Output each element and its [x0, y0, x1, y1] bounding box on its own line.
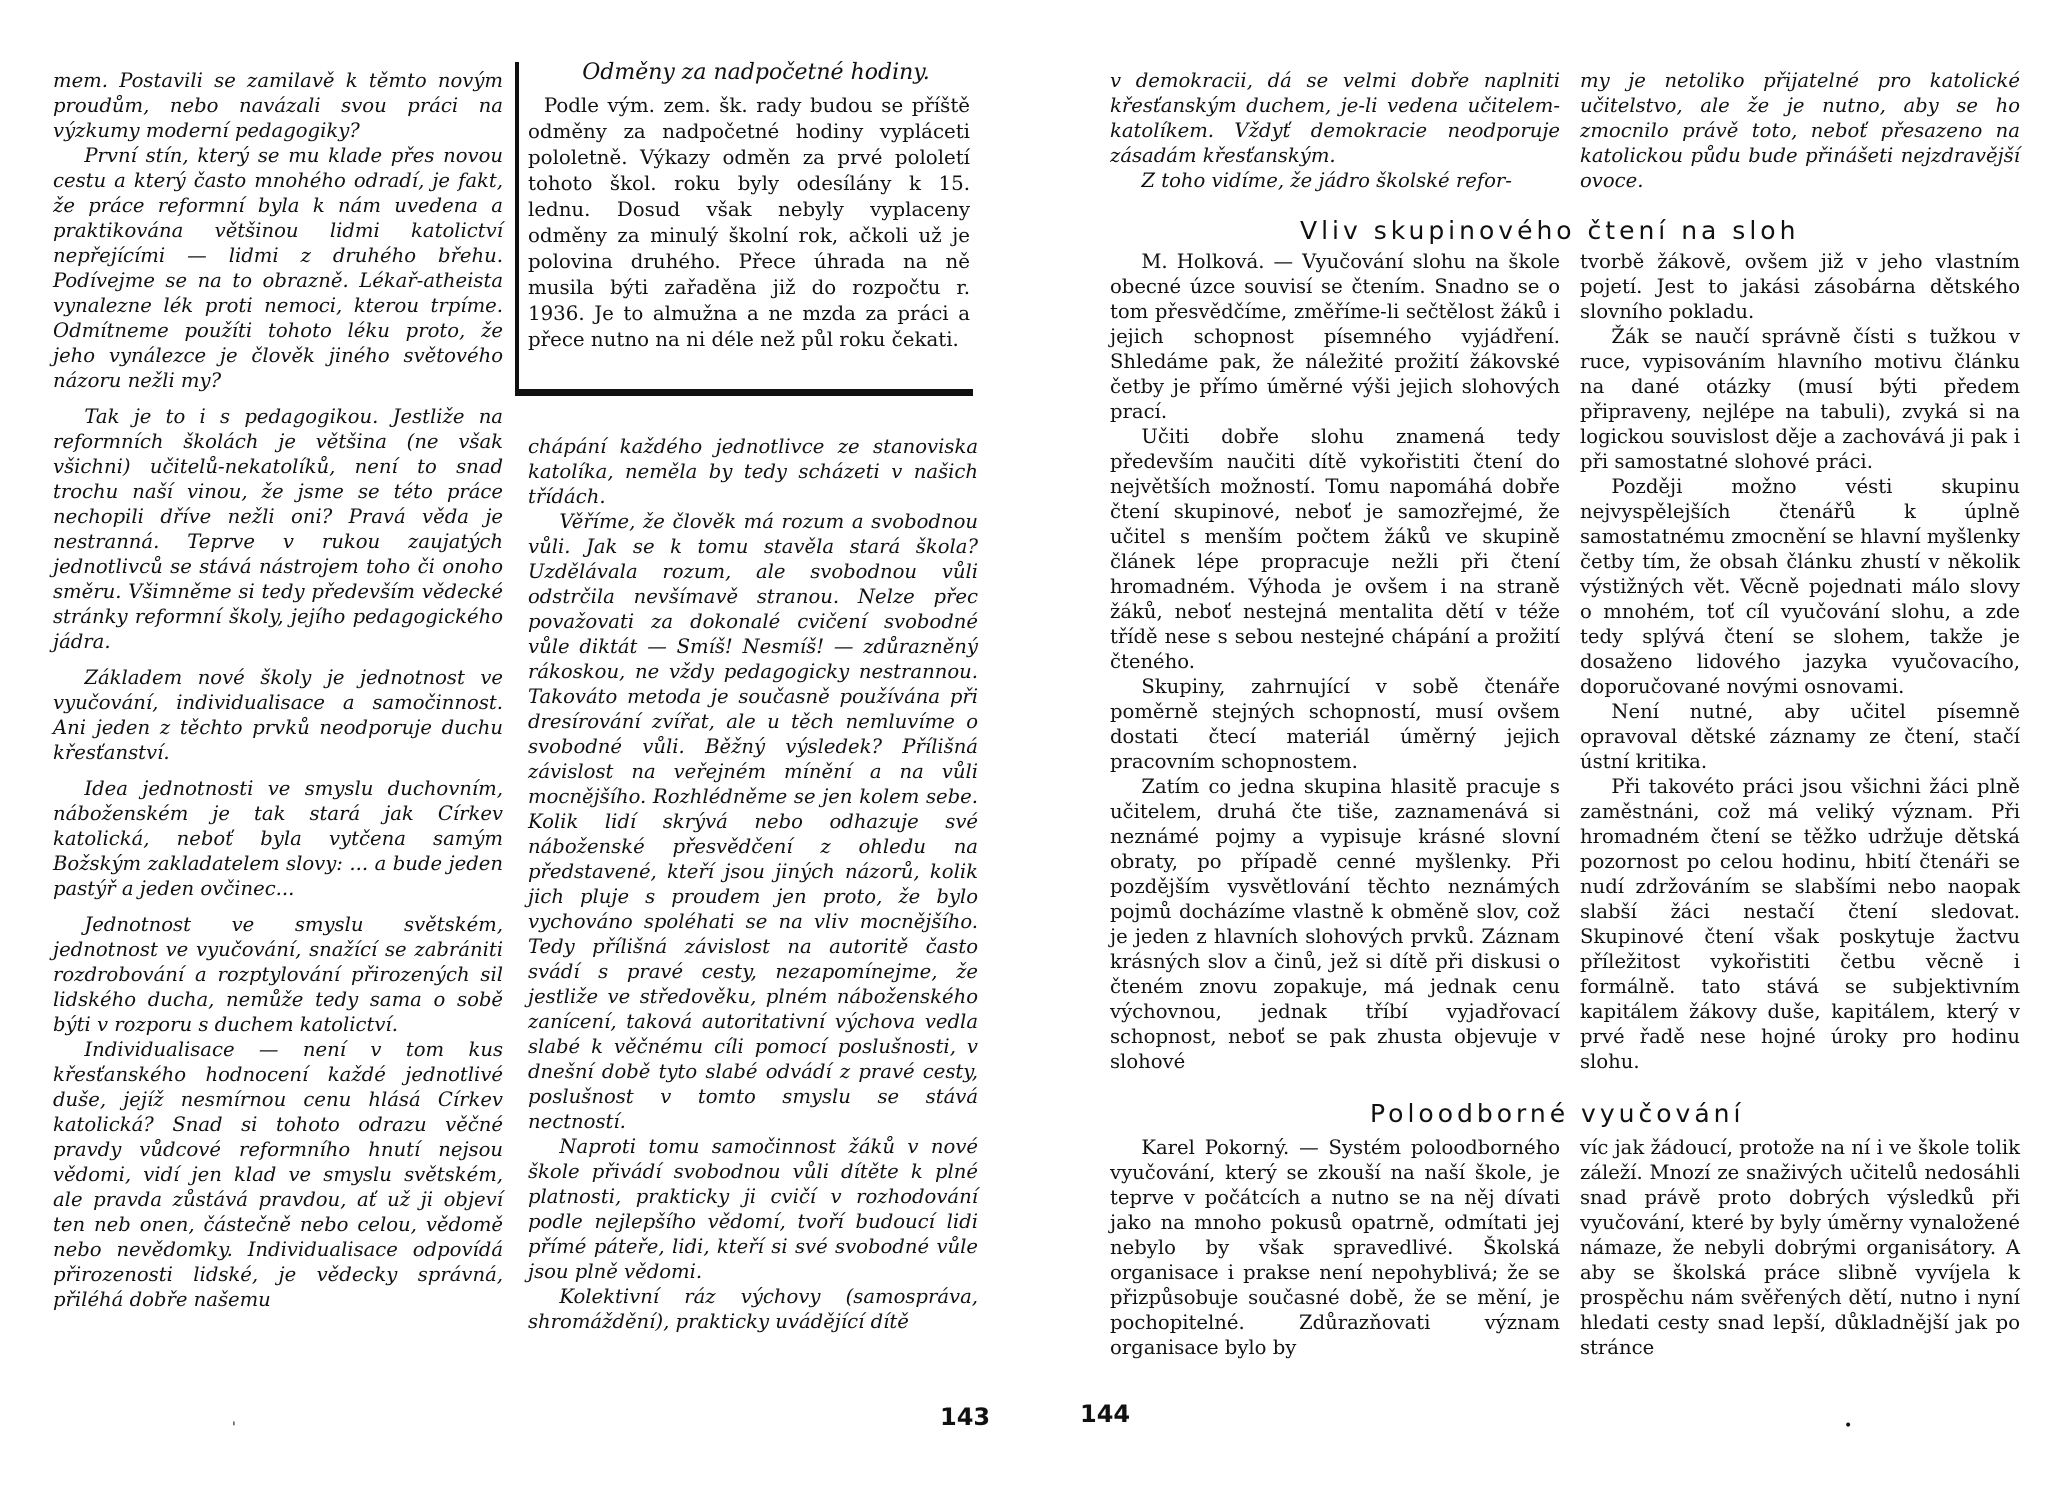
left-page-column-1 [53, 68, 503, 1312]
paragraph: M. Holková. — Vyučování slohu na škole obecné úzce souvisí se čtením. Snadno se o tom přesvědčíme, změříme-li sečtělost žáků i jejich schopnost písemného vyjádření. Shledáme pak, že náležité prožití žákovské četby je přímo úměrné výši jejich slohových prací. [1110, 250, 1560, 423]
paragraph: První stín, který se mu klade přes novou cestu a který často mnohého odradí, je fakt, že práce reformní byla k nám uvedena a praktikována většinou lidmi katolictví nepřejícími — lidmi z druhého břehu. Podívejme se na to obrazně. Lékař-atheista vynalezne lék proti nemoci, kterou trpíme. Odmítneme použíti tohoto léku proto, že jeho vynálezce je člověk jiného světového názoru nežli my? [53, 144, 503, 392]
right-page-top-column-1 [1110, 68, 1560, 193]
notice-box-title: Odměny za nadpočetné hodiny. [582, 60, 930, 85]
notice-box-text: Podle vým. zem. šk. rady budou se příště odměny za nadpočetné hodiny vypláceti pololetně. Výkazy odměn za prvé pololetí tohoto škol. roku byly odesílány k 15. lednu. Dosud však nebyly vyplaceny odměny za minulý školní rok, ačkoli už je polovina druhého. Přece úhrada na ně musila býti zařaděna již do rozpočtu r. 1936. Je to almužna a ne mzda za práci a přece nutno na ni déle než půl roku čekati. [528, 94, 970, 351]
right-page-top-column-2 [1580, 68, 2020, 193]
paragraph: Idea jednotnosti ve smyslu duchovním, náboženském je tak stará jak Církev katolická, neboť byla vytčena samým Božským zakladatelem slovy: ... a bude jeden pastýř a jeden ovčinec... [53, 777, 503, 900]
paragraph: Při takovéto práci jsou všichni žáci plně zaměstnáni, což má veliký význam. Při hromadném čtení se těžko udržuje dětská pozornost po celou hodinu, hbití čtenáři se nudí zdržováním se slabšími nebo naopak slabší žáci nestačí čtení sledovat. Skupinové čtení však poskytuje žactvu příležitost vykořistiti četbu věcně i formálně. tato stává se subjektivním kapitálem žákovy duše, kapitálem, který v prvé řadě nese hojné úroky pro hodinu slohu. [1580, 775, 2020, 1073]
page-number-right: 144 [1080, 1400, 1131, 1428]
paragraph: Kolektivní ráz výchovy (samospráva, shromáždění), prakticky uvádějící dítě [528, 1285, 978, 1333]
paragraph: Učiti dobře slohu znamená tedy především naučiti dítě vykořistiti čtení do největších možností. Tomu napomáhá dobře čtení skupinové, neboť je samozřejmé, že učitel s menším počtem žáků ve skupině článek lépe propracuje nežli při čtení hromadném. Výhoda je ovšem i na straně žáků, neboť nestejná mentalita dětí v téže třídě nese s sebou nestejné chápání a prožití čteného. [1110, 425, 1560, 673]
paragraph: Karel Pokorný. — Systém poloodborného vyučování, který se zkouší na naší škole, je teprve v počátcích a nutno se na něj dívati jako na mnoho pokusů opatrně, odmítati jej nebylo by však spravedlivé. Školská organisace i prakse není nepohyblivá; že se přizpůsobuje současné době, že se mění, je pochopitelné. Zdůrazňovati význam organisace bylo by [1110, 1136, 1560, 1359]
paragraph: Základem nové školy je jednotnost ve vyučování, individualisace a samočinnost. Ani jeden z těchto prvků neodporuje duchu křesťanství. [53, 666, 503, 764]
section-reading-column-2 [1580, 249, 2020, 1074]
paragraph: Tak je to i s pedagogikou. Jestliže na reformních školách je většina (ne však všichni) učitelů-nekatolíků, není to snad trochu naší vinou, že jsme se této práce nechopili dříve nežli oni? Pravá věda je nestranná. Teprve v rukou zaujatých jednotlivců se stává nástrojem toho či onoho směru. Všimněme si tedy především vědecké stránky reformní školy, jejího pedagogického jádra. [53, 405, 503, 653]
paragraph: mem. Postavili se zamilavě k těmto novým proudům, nebo navázali svou práci na výzkumy moderní pedagogiky? [53, 69, 503, 142]
section-reading-column-1 [1110, 249, 1560, 1074]
paragraph: Není nutné, aby učitel písemně opravoval dětské záznamy ze čtení, stačí ústní kritika. [1580, 700, 2020, 773]
paragraph: v demokracii, dá se velmi dobře naplniti křesťanským duchem, je-li vedena učitelem-katolíkem. Vždyť demokracie neodporuje zásadám křesťanským. [1110, 69, 1560, 167]
paragraph: Zatím co jedna skupina hlasitě pracuje s učitelem, druhá čte tiše, zaznamenává si neznámé pojmy a vypisuje krásné slovní obraty, po případě cenné myšlenky. Při pozdějším vysvětlování těchto neznámých pojmů docházíme vlastně k obměně slov, což je jeden z hlavních slohových prvků. Záznam krásných slov a činů, jež si dítě při diskusi o čteném znovu zopakuje, má jednak cenu výchovnou, jednak tříbí vyjadřovací schopnost, neboť se pak zhusta objevuje v slohové [1110, 775, 1560, 1073]
left-page-column-2 [528, 434, 978, 1334]
page-number-left: 143 [940, 1403, 991, 1431]
section-heading-reading: Vliv skupinového čtení na sloh [1300, 216, 1800, 245]
paragraph: víc jak žádoucí, protože na ní i ve škole tolik záleží. Mnozí ze snaživých učitelů nedosáhli snad právě proto dobrých výsledků při vyučování, které by byly úměrny vynaložené námaze, že nebyli dobrými organisátory. A aby se školská práce slibně vyvíjela k prospěchu nám svěřených dětí, nutno i nyní hledati cesty snad lepší, důkladnější jak po stránce [1580, 1136, 2020, 1359]
paragraph: my je netoliko přijatelné pro katolické učitelstvo, ale že je nutno, aby se ho zmocnilo právě toto, neboť přesazeno na katolickou půdu bude přinášeti nejzdravější ovoce. [1580, 69, 2020, 192]
paragraph: Jednotnost ve smyslu světském, jednotnost ve vyučování, snažící se zabrániti rozdrobování a rozptylování přirozených sil lidského ducha, nemůže tedy sama o sobě býti v rozporu s duchem katolictví. [53, 913, 503, 1036]
paragraph: Skupiny, zahrnující v sobě čtenáře poměrně stejných schopností, musí ovšem dostati čtecí materiál úměrný jejich pracovním schopnostem. [1110, 675, 1560, 773]
section-semi-specialized-column-2 [1580, 1135, 2020, 1360]
paragraph: Z toho vidíme, že jádro školské refor- [1141, 169, 1512, 192]
paragraph: chápání každého jednotlivce ze stanoviska katolíka, neměla by tedy scházeti v našich třídách. [528, 435, 978, 508]
speck: • [1844, 1418, 1853, 1434]
paragraph: Žák se naučí správně čísti s tužkou v ruce, vypisováním hlavního motivu článku na dané otázky (musí býti předem připraveny, nejlépe na tabuli), zvyká si na logickou souvislost děje a zachovává ji pak i při samostatné slohové práci. [1580, 325, 2020, 473]
section-semi-specialized-column-1 [1110, 1135, 1560, 1360]
paragraph: tvorbě žákově, ovšem již v jeho vlastním pojetí. Jest to jakási zásobárna dětského slovního pokladu. [1580, 250, 2020, 323]
paragraph: Věříme, že člověk má rozum a svobodnou vůli. Jak se k tomu stavěla stará škola? Uzdělávala rozum, ale svobodnou vůli odstrčila nevšímavě stranou. Nelze přec považovati za dokonalé cvičení svobodné vůle diktát — Smíš! Nesmíš! — zdůrazněný rákoskou, ne vždy pedagogicky nestrannou. Takováto metoda je současně používána při dresírování zvířat, ale u těch nemluvíme o svobodné vůli. Běžný výsledek? Přílišná závislost na veřejném mínění a na vůli mocnějšího. Rozhlédněme se jen kolem sebe. Kolik lidí skrývá nebo odhazuje své náboženské přesvědčení z ohledu na představené, kteří jsou jiných názorů, kolik jich pluje s proudem jen proto, že bylo vychováno spoléhati se na vliv mocnějšího. Tedy přílišná závislost na autoritě často svádí s pravé cesty, nezapomínejme, že jestliže ve středověku, plném náboženského zanícení, taková autoritativní výchova vedla slabé k věčnému cíli pomocí poslušnosti, v dnešní době tyto slabé odvádí z pravé cesty, poslušnost v tomto smyslu se stává nectností. [528, 510, 978, 1133]
speck: ' [232, 1420, 236, 1436]
section-heading-semi-specialized: Poloodborné vyučování [1370, 1099, 1745, 1128]
notice-box [528, 93, 970, 353]
paragraph: Individualisace — není v tom kus křesťanského hodnocení každé jednotlivé duše, jejíž nesmírnou cenu hlásá Církev katolická? Snad si tohoto odrazu věčné pravdy vůdcové reformního hnutí nejsou vědomi, vidí jen klad ve smyslu světském, ale pravda zůstává pravdou, ať už ji objeví ten neb onen, částečně nebo celou, vědomě nebo nevědomky. Individualisace odpovídá přirozenosti lidské, je vědecky správná, přiléhá dobře našemu [53, 1038, 503, 1311]
paragraph: Později možno vésti skupinu nejvyspělejších čtenářů k úplně samostatnému zmocnění se hlavní myšlenky četby tím, že obsah článku zhustí v několik výstižných vět. Věcně pojednati málo slovy o mnohém, toť cíl vyučování slohu, a zde tedy splývá čtení se slohem, takže je dosaženo lidového jazyka vyučovacího, doporučované novými osnovami. [1580, 475, 2020, 698]
paragraph: Naproti tomu samočinnost žáků v nové škole přivádí svobodnou vůli dítěte k plné platnosti, prakticky ji cvičí v rozhodování podle nejlepšího vědomí, tvoří budoucí lidi přímé páteře, lidi, kteří si své svobodné vůle jsou plně vědomi. [528, 1135, 978, 1283]
